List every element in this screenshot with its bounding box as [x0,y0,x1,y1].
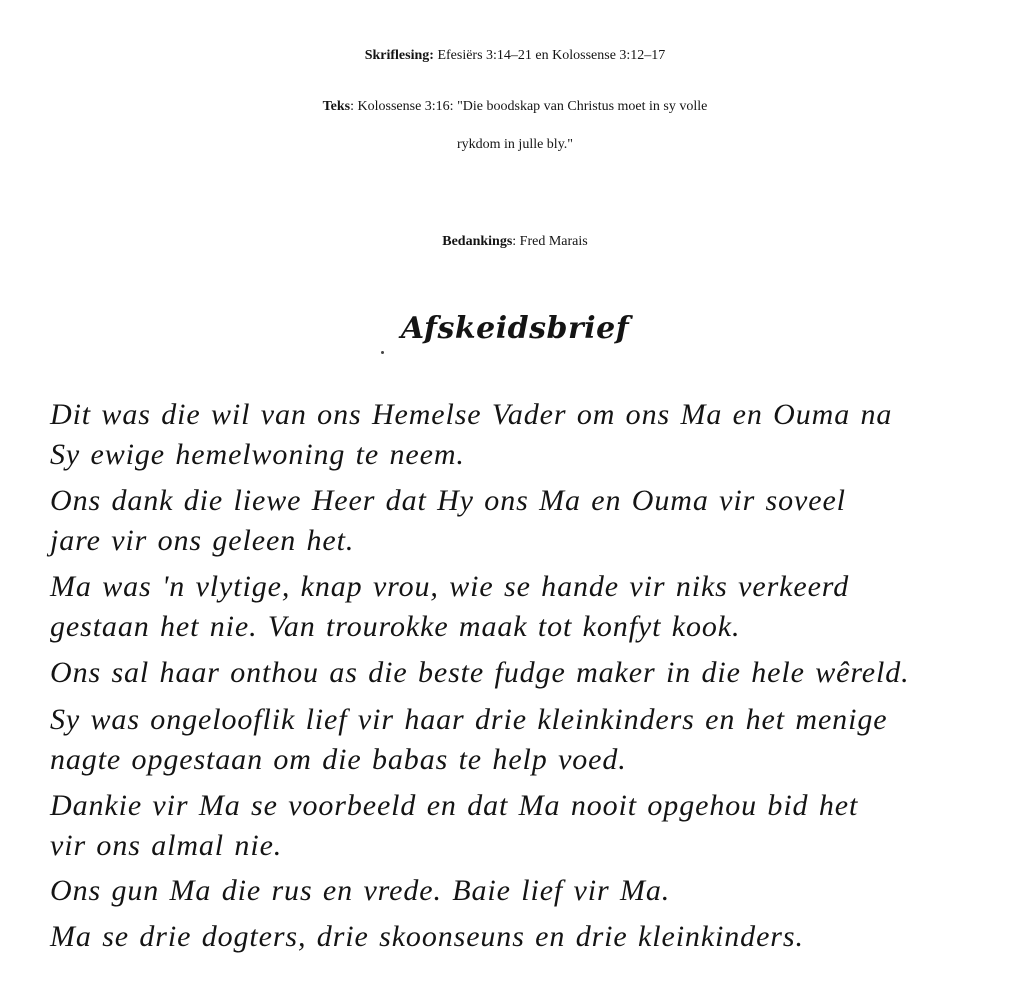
stray-dot [381,351,384,354]
letter-line: Sy ewige hemelwoning te neem. [50,438,465,471]
letter-line: Ons gun Ma die rus en vrede. Baie lief vir Ma. [50,874,671,907]
letter-line: Ma se drie dogters, drie skoonseuns en drie kleinkinders. [50,920,804,953]
letter-line: Ons dank die liewe Heer dat Hy ons Ma en Ouma vir soveel [50,484,846,517]
thanks-label: Bedankings [442,234,513,249]
scripture-reading-line [0,36,1030,76]
letter-line: Dankie vir Ma se voorbeeld en dat Ma nooit opgehou bid het [50,789,859,822]
sermon-text-continuation: rykdom in julle bly." [456,137,574,152]
letter-title: Afskeidsbrief [400,311,630,346]
letter-line: Sy was ongelooflik lief vir haar drie kleinkinders en het menige [50,703,888,736]
letter-line: Dit was die wil van ons Hemelse Vader om ons Ma en Ouma na [50,398,893,431]
letter-line: vir ons almal nie. [50,829,283,862]
letter-line: nagte opgestaan om die babas te help voed. [50,743,627,776]
letter-line: jare vir ons geleen het. [50,524,355,557]
sermon-text-label: Teks [322,99,351,114]
letter-line: Ma was 'n vlytige, knap vrou, wie se hande vir niks verkeerd [50,570,850,603]
letter-line: Ons sal haar onthou as die beste fudge maker in die hele wêreld. [50,656,910,689]
sermon-text-line [0,87,1030,127]
sermon-text-value: : Kolossense 3:16: "Die boodskap van Christus moet in sy volle [350,99,708,114]
thanks-line [0,222,1030,262]
scripture-reading-label: Skriflesing: [364,48,434,63]
letter-line: gestaan het nie. Van trourokke maak tot konfyt kook. [50,610,741,643]
scripture-reading-value: Efesiërs 3:14–21 en Kolossense 3:12–17 [433,48,666,63]
thanks-value: : Fred Marais [512,234,588,249]
